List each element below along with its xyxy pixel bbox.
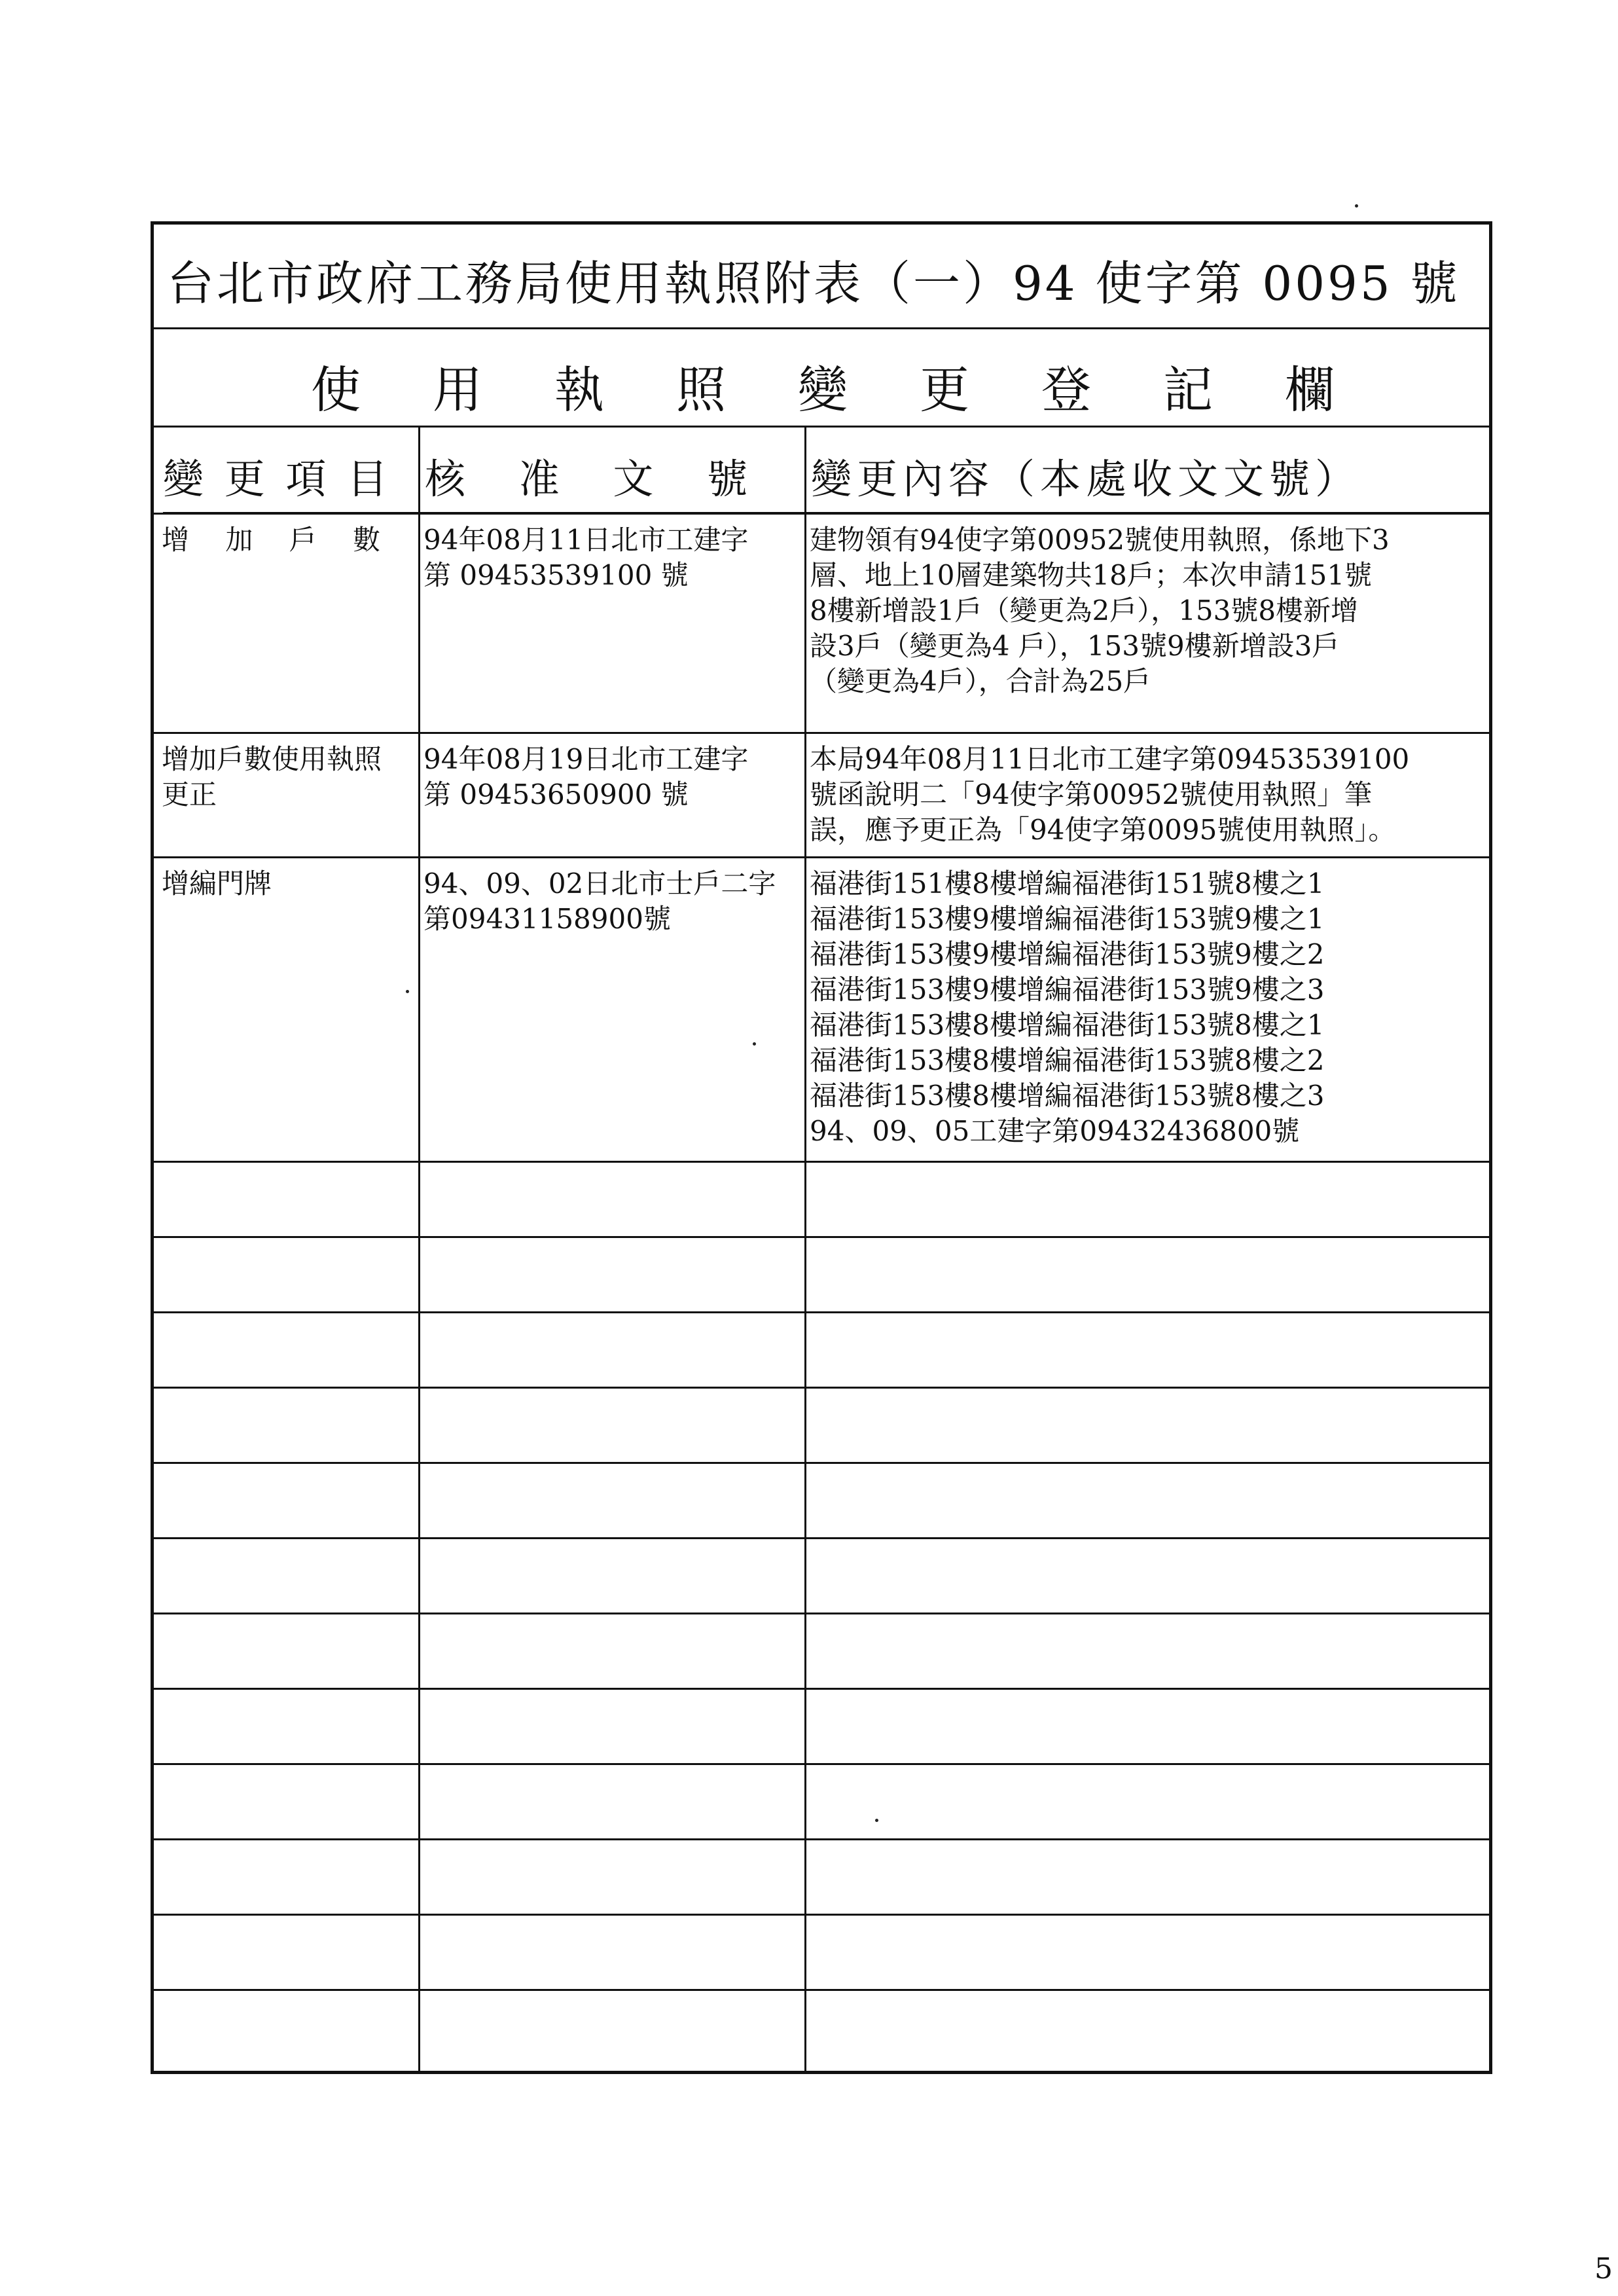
header-item: 變 更 項 目 — [163, 426, 418, 514]
page-number: 5 — [1594, 2252, 1613, 2286]
empty-row-divider — [154, 1462, 1489, 1464]
subtitle-row — [154, 327, 1489, 428]
row3-content: 福港街151樓8樓增編福港街151號8樓之1 福港街153樓9樓增編福港街153號9樓之1 福港街153樓9樓增編福港街153號9樓之2 福港街153樓9樓增編福港街153號9樓之3 福港街153樓8樓增編福港街153號8樓之1 福港街153樓8樓增編福港街153號8樓之2 福港街153樓8樓增編福港街153號8樓之3 94、09、05工建字第09432436800號 — [810, 867, 1325, 1147]
empty-row-divider — [154, 1989, 1489, 1991]
row2-approval: 94年08月19日北市工建字 第 09453650900 號 — [423, 743, 749, 811]
row1-content: 建物領有94使字第00952號使用執照，係地下3 層、地上10層建築物共18戶；本次申請151號 8樓新增設1戶（變更為2戶），153號8樓新增 設3戶（變更為4 戶），153號9樓新增設3戶 （變更為4戶），合計為25戶 — [810, 524, 1390, 697]
document-title: 台北市政府工務局使用執照附表（一）94 使字第 0095 號 — [167, 256, 1460, 311]
scan-speck — [1355, 204, 1358, 208]
empty-row-divider — [154, 1914, 1489, 1916]
empty-row-divider — [154, 1537, 1489, 1539]
row3-item: 增編門牌 — [162, 867, 272, 900]
header-approval: 核 准 文 號 — [418, 426, 804, 514]
scan-speck — [406, 990, 409, 993]
row2-content: 本局94年08月11日北市工建字第09453539100 號函說明二「94使字第00952號使用執照」筆 誤，應予更正為「94使字第0095號使用執照」。 — [810, 743, 1410, 846]
empty-row-divider — [154, 1311, 1489, 1313]
column-divider-2 — [804, 426, 806, 2071]
empty-row-divider — [154, 1387, 1489, 1389]
document-frame — [151, 221, 1492, 2074]
row3-divider — [154, 1161, 1489, 1163]
header-content: 變更內容（本處收文文號） — [804, 426, 1489, 514]
empty-row-divider — [154, 1236, 1489, 1238]
section-title: 使用執照變更登記欄 — [311, 361, 1407, 419]
empty-row-divider — [154, 1613, 1489, 1614]
row1-approval: 94年08月11日北市工建字 第 0945353910​0 號 — [423, 524, 749, 591]
column-divider-1 — [418, 426, 420, 2071]
empty-row-divider — [154, 1688, 1489, 1690]
scan-speck — [875, 1819, 878, 1822]
row2-divider — [154, 856, 1489, 858]
header-divider — [154, 513, 1489, 515]
empty-row-divider — [154, 1763, 1489, 1765]
scan-speck — [753, 1042, 756, 1046]
title-row — [154, 225, 1489, 329]
row2-item: 增加戶數使用執照 更正 — [162, 743, 382, 811]
row3-approval: 94、09、02日北市士戶二字 第09431158900號 — [423, 867, 776, 935]
empty-row-divider — [154, 1838, 1489, 1840]
row1-divider — [154, 732, 1489, 734]
row1-item: 增 加 戶 數 — [162, 524, 381, 556]
